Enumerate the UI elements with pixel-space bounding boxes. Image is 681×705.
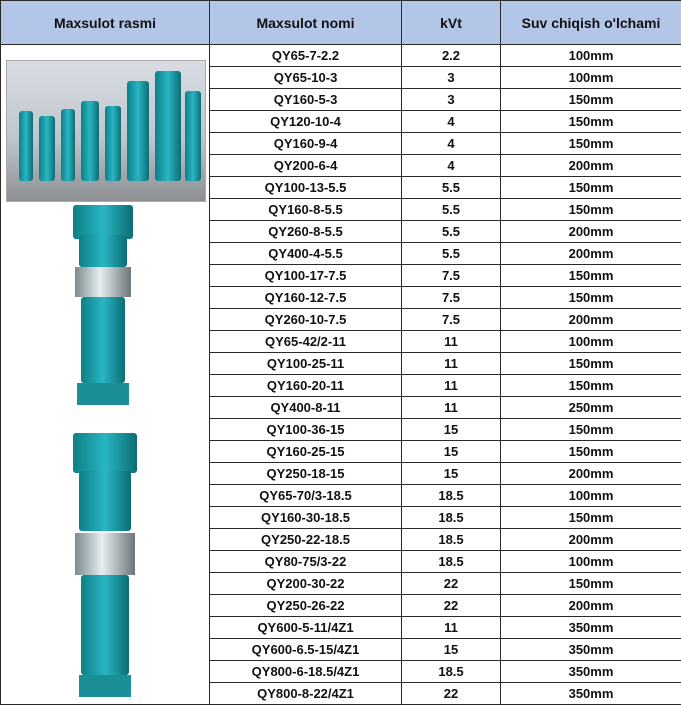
product-outlet: 150mm [501, 177, 681, 199]
pump-image-2 [65, 433, 145, 699]
product-name: QY160-9-4 [210, 133, 402, 155]
product-name: QY65-70/3-18.5 [210, 485, 402, 507]
product-name: QY160-30-18.5 [210, 507, 402, 529]
product-name: QY160-25-15 [210, 441, 402, 463]
product-outlet: 150mm [501, 111, 681, 133]
product-kvt: 15 [402, 441, 501, 463]
product-outlet: 150mm [501, 573, 681, 595]
product-kvt: 11 [402, 353, 501, 375]
product-name: QY65-10-3 [210, 67, 402, 89]
product-name: QY200-6-4 [210, 155, 402, 177]
header-name: Maxsulot nomi [210, 1, 402, 45]
product-outlet: 150mm [501, 287, 681, 309]
product-outlet: 100mm [501, 485, 681, 507]
product-name: QY250-22-18.5 [210, 529, 402, 551]
product-outlet: 150mm [501, 441, 681, 463]
product-name: QY100-17-7.5 [210, 265, 402, 287]
product-name: QY120-10-4 [210, 111, 402, 133]
product-kvt: 7.5 [402, 287, 501, 309]
product-name: QY800-6-18.5/4Z1 [210, 661, 402, 683]
product-name: QY260-10-7.5 [210, 309, 402, 331]
product-kvt: 4 [402, 155, 501, 177]
header-outlet: Suv chiqish o'lchami [501, 1, 681, 45]
product-kvt: 22 [402, 683, 501, 705]
product-name: QY100-25-11 [210, 353, 402, 375]
product-name: QY100-36-15 [210, 419, 402, 441]
product-kvt: 11 [402, 331, 501, 353]
product-kvt: 18.5 [402, 529, 501, 551]
product-kvt: 7.5 [402, 265, 501, 287]
product-outlet: 350mm [501, 639, 681, 661]
product-kvt: 15 [402, 419, 501, 441]
product-outlet: 100mm [501, 45, 681, 67]
product-name: QY65-42/2-11 [210, 331, 402, 353]
product-outlet: 200mm [501, 595, 681, 617]
product-outlet: 200mm [501, 529, 681, 551]
product-outlet: 200mm [501, 463, 681, 485]
product-outlet: 150mm [501, 507, 681, 529]
product-kvt: 22 [402, 573, 501, 595]
product-kvt: 11 [402, 375, 501, 397]
product-outlet: 150mm [501, 265, 681, 287]
product-kvt: 2.2 [402, 45, 501, 67]
product-name: QY160-5-3 [210, 89, 402, 111]
product-outlet: 350mm [501, 683, 681, 705]
product-kvt: 18.5 [402, 507, 501, 529]
product-name: QY100-13-5.5 [210, 177, 402, 199]
product-outlet: 200mm [501, 309, 681, 331]
product-name: QY600-5-11/4Z1 [210, 617, 402, 639]
product-outlet: 150mm [501, 89, 681, 111]
product-name: QY250-18-15 [210, 463, 402, 485]
product-name: QY160-20-11 [210, 375, 402, 397]
product-outlet: 150mm [501, 419, 681, 441]
product-name: QY800-8-22/4Z1 [210, 683, 402, 705]
product-name: QY160-8-5.5 [210, 199, 402, 221]
product-outlet: 250mm [501, 397, 681, 419]
product-name: QY600-6.5-15/4Z1 [210, 639, 402, 661]
pump-image-1 [65, 205, 141, 407]
product-outlet: 200mm [501, 221, 681, 243]
product-name: QY200-30-22 [210, 573, 402, 595]
product-name: QY250-26-22 [210, 595, 402, 617]
product-outlet: 350mm [501, 617, 681, 639]
table-row [1, 45, 681, 67]
product-kvt: 22 [402, 595, 501, 617]
product-name: QY260-8-5.5 [210, 221, 402, 243]
product-kvt: 7.5 [402, 309, 501, 331]
product-kvt: 5.5 [402, 243, 501, 265]
table-body [1, 45, 681, 705]
product-outlet: 100mm [501, 551, 681, 573]
product-kvt: 18.5 [402, 551, 501, 573]
product-kvt: 4 [402, 133, 501, 155]
product-kvt: 4 [402, 111, 501, 133]
product-outlet: 200mm [501, 155, 681, 177]
header-kvt: kVt [402, 1, 501, 45]
product-kvt: 11 [402, 397, 501, 419]
product-kvt: 5.5 [402, 199, 501, 221]
product-kvt: 3 [402, 67, 501, 89]
product-kvt: 15 [402, 463, 501, 485]
warehouse-photo [6, 60, 206, 202]
product-image-column [1, 45, 210, 699]
product-name: QY65-7-2.2 [210, 45, 402, 67]
product-kvt: 5.5 [402, 177, 501, 199]
product-kvt: 15 [402, 639, 501, 661]
product-name: QY400-8-11 [210, 397, 402, 419]
product-name: QY80-75/3-22 [210, 551, 402, 573]
product-kvt: 11 [402, 617, 501, 639]
product-outlet: 100mm [501, 67, 681, 89]
product-outlet: 200mm [501, 243, 681, 265]
product-name: QY160-12-7.5 [210, 287, 402, 309]
header-image: Maxsulot rasmi [1, 1, 210, 45]
product-images-cell [1, 45, 210, 705]
product-outlet: 350mm [501, 661, 681, 683]
product-outlet: 150mm [501, 133, 681, 155]
product-outlet: 150mm [501, 199, 681, 221]
product-kvt: 3 [402, 89, 501, 111]
product-outlet: 150mm [501, 353, 681, 375]
product-kvt: 18.5 [402, 661, 501, 683]
header-row [1, 1, 681, 45]
product-outlet: 100mm [501, 331, 681, 353]
product-kvt: 5.5 [402, 221, 501, 243]
product-outlet: 150mm [501, 375, 681, 397]
product-name: QY400-4-5.5 [210, 243, 402, 265]
product-kvt: 18.5 [402, 485, 501, 507]
